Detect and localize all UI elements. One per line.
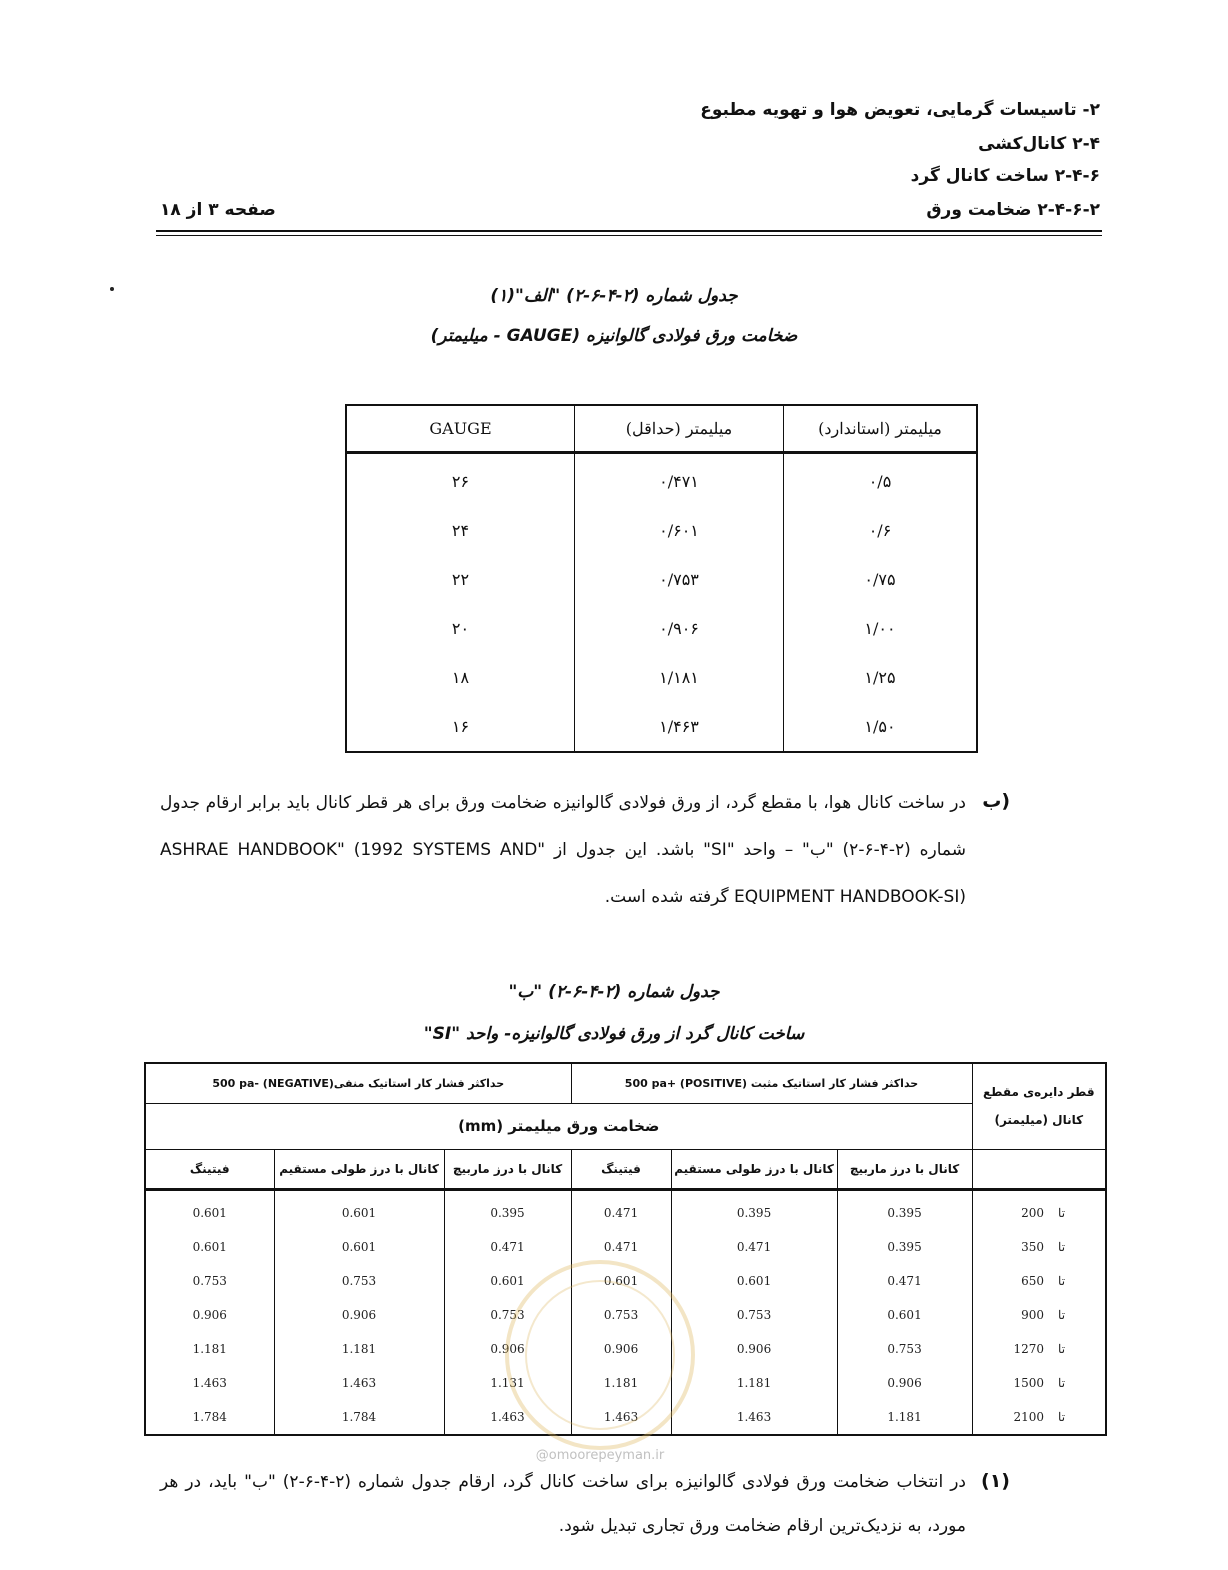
pos-fitting-cell: 0.753 xyxy=(571,1298,671,1332)
pos-longitudinal-header: کانال با درز طولی مستقیم xyxy=(671,1149,837,1189)
table-row xyxy=(346,506,977,555)
note-1-marker: (۱) xyxy=(981,1470,1010,1492)
neg-spiral-cell: 0.395 xyxy=(444,1189,571,1230)
col-header-standard: میلیمتر (استاندارد) xyxy=(784,405,978,453)
neg-longitudinal-cell: 0.601 xyxy=(274,1189,444,1230)
diameter-value: 350 xyxy=(1021,1239,1045,1254)
cell-minimum: ۰/۷۵۳ xyxy=(575,555,784,604)
neg-longitudinal-cell: 0.906 xyxy=(274,1298,444,1332)
neg-fitting-cell: 0.601 xyxy=(145,1230,274,1264)
ta-label: تا xyxy=(1058,1341,1066,1356)
cell-minimum: ۰/۹۰۶ xyxy=(575,604,784,653)
pos-longitudinal-cell: 1.463 xyxy=(671,1400,837,1435)
pos-fitting-cell: 1.463 xyxy=(571,1400,671,1435)
pos-spiral-cell: 0.753 xyxy=(837,1332,972,1366)
pos-spiral-cell: 0.601 xyxy=(837,1298,972,1332)
cell-minimum: ۰/۶۰۱ xyxy=(575,506,784,555)
negative-pressure-header: حداکثر فشار کار استاتیک منفی(NEGATIVE) -500 pa xyxy=(145,1063,571,1103)
pos-longitudinal-cell: 0.395 xyxy=(671,1189,837,1230)
neg-longitudinal-cell: 0.601 xyxy=(274,1230,444,1264)
neg-fitting-header: فیتینگ xyxy=(145,1149,274,1189)
pos-longitudinal-cell: 1.181 xyxy=(671,1366,837,1400)
neg-fitting-cell: 1.181 xyxy=(145,1332,274,1366)
cell-minimum: ۱/۴۶۳ xyxy=(575,702,784,752)
section-heading-2: ۲-۴ کانال‌کشی xyxy=(978,134,1100,154)
pos-spiral-cell: 0.906 xyxy=(837,1366,972,1400)
cell-standard: ۱/۵۰ xyxy=(784,702,978,752)
pos-fitting-cell: 0.601 xyxy=(571,1264,671,1298)
neg-spiral-cell: 0.906 xyxy=(444,1332,571,1366)
diameter-cell xyxy=(972,1189,1106,1230)
ta-label: تا xyxy=(1058,1307,1066,1322)
diameter-value: 1500 xyxy=(1013,1375,1045,1390)
diameter-cell xyxy=(972,1264,1106,1298)
paragraph-b: در ساخت کانال هوا، با مقطع گرد، از ورق فولادی گالوانیزه ضخامت ورق برای هر قطر کانال باید برابر ارقام جدول شماره (۲-۴-۶-۲) "ب" – واحد "SI" باشد. این جدول از "ASHRAE HANDBOOK" (1992 SYSTEMS AND EQUIPMENT HANDBOOK-SI) گرفته شده است. xyxy=(160,793,967,907)
diameter-value: 200 xyxy=(1021,1205,1045,1220)
neg-fitting-cell: 1.463 xyxy=(145,1366,274,1400)
diameter-value: 650 xyxy=(1021,1273,1045,1288)
pos-spiral-cell: 0.395 xyxy=(837,1230,972,1264)
cell-standard: ۰/۵ xyxy=(784,453,978,507)
col-header-minimum: میلیمتر (حداقل) xyxy=(575,405,784,453)
table-row xyxy=(145,1189,1106,1230)
table-row xyxy=(145,1230,1106,1264)
neg-longitudinal-cell: 0.753 xyxy=(274,1264,444,1298)
neg-fitting-cell: 0.753 xyxy=(145,1264,274,1298)
cell-gauge: ۲۶ xyxy=(451,472,470,491)
cell-gauge: ۲۰ xyxy=(451,619,470,638)
neg-longitudinal-cell: 1.784 xyxy=(274,1400,444,1435)
cell-minimum: ۰/۴۷۱ xyxy=(575,453,784,507)
diameter-value: 2100 xyxy=(1013,1409,1045,1424)
neg-longitudinal-cell: 1.181 xyxy=(274,1332,444,1366)
pos-fitting-cell: 0.471 xyxy=(571,1189,671,1230)
table-row xyxy=(346,702,977,752)
header-rule xyxy=(156,230,1102,232)
table-a-caption: جدول شماره (۲-۴-۶-۲) "الف"(۱) xyxy=(490,286,738,306)
neg-spiral-cell: 1.131 xyxy=(444,1366,571,1400)
ta-label: تا xyxy=(1058,1375,1066,1390)
gauge-table xyxy=(345,404,978,753)
cell-gauge: ۲۲ xyxy=(451,570,470,589)
section-heading-3: ۲-۴-۶ ساخت کانال گرد xyxy=(910,166,1100,186)
table-row xyxy=(346,653,977,702)
table-row xyxy=(346,453,977,507)
cell-standard: ۰/۷۵ xyxy=(784,555,978,604)
neg-spiral-cell: 1.463 xyxy=(444,1400,571,1435)
watermark-text: @omoorepeyman.ir xyxy=(535,1448,665,1463)
table-row xyxy=(346,604,977,653)
pos-spiral-header: کانال با درز ماربیچ xyxy=(837,1149,972,1189)
table-b-caption: جدول شماره (۲-۴-۶-۲) "ب" xyxy=(508,982,720,1002)
neg-fitting-cell: 0.906 xyxy=(145,1298,274,1332)
neg-fitting-cell: 0.601 xyxy=(145,1189,274,1230)
pos-spiral-cell: 0.471 xyxy=(837,1264,972,1298)
positive-pressure-header: حداکثر فشار کار استاتیک مثبت (POSITIVE) +500 pa xyxy=(571,1063,972,1103)
header-rule-thin xyxy=(156,235,1102,236)
neg-spiral-cell: 0.471 xyxy=(444,1230,571,1264)
neg-fitting-cell: 1.784 xyxy=(145,1400,274,1435)
pos-fitting-header: فیتینگ xyxy=(571,1149,671,1189)
diameter-header: قطر دایره‌ی مقطع کانال (میلیمتر) xyxy=(972,1063,1106,1149)
cell-standard: ۰/۶ xyxy=(784,506,978,555)
diameter-cell xyxy=(972,1332,1106,1366)
watermark-seal-inner xyxy=(525,1280,675,1430)
table-b-subtitle: ساخت کانال گرد از ورق فولادی گالوانیزه- واحد "SI" xyxy=(423,1024,805,1044)
diameter-cell xyxy=(972,1298,1106,1332)
page-number: صفحه ۳ از ۱۸ xyxy=(160,200,276,220)
col-header-gauge: GAUGE xyxy=(346,405,575,453)
ta-label: تا xyxy=(1058,1205,1066,1220)
table-header-row xyxy=(346,405,977,453)
neg-spiral-header: کانال با درز ماربیچ xyxy=(444,1149,571,1189)
ta-label: تا xyxy=(1058,1409,1066,1424)
pos-fitting-cell: 1.181 xyxy=(571,1366,671,1400)
diameter-cell xyxy=(972,1366,1106,1400)
neg-spiral-cell: 0.753 xyxy=(444,1298,571,1332)
cell-gauge: ۱۶ xyxy=(451,717,470,736)
section-heading-1: ۲- تاسیسات گرمایی، تعویض هوا و تهویه مطبوع xyxy=(700,100,1100,120)
ta-label: تا xyxy=(1058,1239,1066,1254)
diameter-cell xyxy=(972,1400,1106,1435)
pos-spiral-cell: 0.395 xyxy=(837,1189,972,1230)
ta-label: تا xyxy=(1058,1273,1066,1288)
diameter-value: 1270 xyxy=(1013,1341,1045,1356)
cell-minimum: ۱/۱۸۱ xyxy=(575,653,784,702)
paragraph-b-marker: ب) xyxy=(982,790,1010,812)
table-a-subtitle: ضخامت ورق فولادی گالوانیزه (GAUGE - میلیمتر) xyxy=(430,326,798,346)
cell-standard: ۱/۲۵ xyxy=(784,653,978,702)
cell-gauge: ۲۴ xyxy=(451,521,470,540)
neg-longitudinal-header: کانال با درز طولی مستقیم xyxy=(274,1149,444,1189)
note-1: در انتخاب ضخامت ورق فولادی گالوانیزه برای ساخت کانال گرد، ارقام جدول شماره (۲-۴-۶-۲) "ب" باید، در هر مورد، به نزدیک‌ترین ارقام ضخامت ورق تجاری تبدیل شود. xyxy=(160,1472,966,1536)
pos-longitudinal-cell: 0.471 xyxy=(671,1230,837,1264)
cell-standard: ۱/۰۰ xyxy=(784,604,978,653)
pos-fitting-cell: 0.906 xyxy=(571,1332,671,1366)
thickness-header: ضخامت ورق میلیمتر (mm) xyxy=(145,1103,972,1149)
section-heading-4: ۲-۴-۶-۲ ضخامت ورق xyxy=(926,200,1100,220)
cell-gauge: ۱۸ xyxy=(451,668,470,687)
pos-longitudinal-cell: 0.601 xyxy=(671,1264,837,1298)
diameter-value: 900 xyxy=(1021,1307,1045,1322)
pos-spiral-cell: 1.181 xyxy=(837,1400,972,1435)
table-row xyxy=(346,555,977,604)
neg-longitudinal-cell: 1.463 xyxy=(274,1366,444,1400)
pos-longitudinal-cell: 0.906 xyxy=(671,1332,837,1366)
pos-fitting-cell: 0.471 xyxy=(571,1230,671,1264)
neg-spiral-cell: 0.601 xyxy=(444,1264,571,1298)
diameter-cell xyxy=(972,1230,1106,1264)
diameter-subheader-empty xyxy=(972,1149,1106,1189)
pos-longitudinal-cell: 0.753 xyxy=(671,1298,837,1332)
